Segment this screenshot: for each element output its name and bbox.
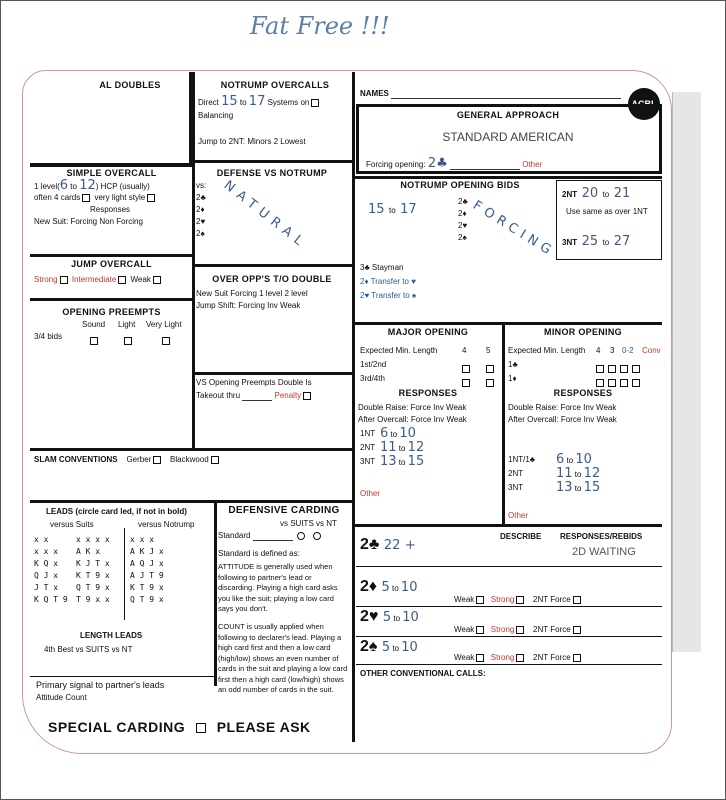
other-conv-heading: OTHER CONVENTIONAL CALLS:: [360, 669, 486, 678]
major-3nt-range: 13 to 15: [380, 454, 425, 469]
leads-heading: LEADS (circle card led, if not in bold): [46, 507, 187, 516]
minor-other: Other: [508, 511, 529, 520]
over-opp-line2: Jump Shift: Forcing Inv Weak: [196, 301, 301, 310]
over-opp-line1: New Suit Forcing 1 level 2 level: [196, 289, 308, 298]
minor-col: Conv: [642, 346, 661, 355]
nt-overcalls-direct: Direct 15 to 17 Systems on: [198, 96, 321, 108]
two-diamond-row: 2♦ 5 to 10: [360, 578, 418, 595]
forcing-opening: Forcing opening: 2♣ Other: [366, 156, 543, 171]
minor-response: 3NT: [508, 483, 524, 492]
nt-opening-handwritten: FORCING: [470, 198, 558, 261]
two-club-responses: 2D WAITING: [572, 546, 636, 558]
major-response: 3NT: [360, 457, 376, 466]
nt-transfer-hearts: 2♦ Transfer to ♥: [360, 277, 416, 286]
preempts-col: Very Light: [146, 320, 182, 329]
two-club-row: 2♣ 22 +: [360, 536, 416, 553]
preempts-heading: OPENING PREEMPTS: [62, 307, 161, 317]
row-divider: [356, 606, 662, 607]
nt-3nt-range: 3NT 25 to 27: [562, 234, 631, 249]
two-heart-opts: Weak Strong 2NT Force: [454, 624, 583, 635]
simple-overcall-style: often 4 cards very light style: [34, 192, 157, 203]
leads-column-nt: x x x A K J x A Q J x A J T 9 K T 9 x Q T 9 x: [130, 535, 164, 604]
defense-nt-row: 2♠: [196, 229, 205, 238]
two-spade-opts: Weak Strong 2NT Force: [454, 652, 583, 663]
column-divider: [214, 500, 217, 686]
nt-systems-checkbox[interactable]: [311, 99, 319, 107]
primary-signal-row: Attitude Count: [36, 693, 87, 702]
section-divider: [30, 500, 352, 503]
special-carding: SPECIAL CARDING PLEASE ASK: [48, 719, 311, 735]
preempts-row: 3/4 bids: [34, 332, 63, 341]
primary-signal: Primary signal to partner's leads: [36, 680, 165, 690]
slam-row: SLAM CONVENTIONS Gerber Blackwood: [34, 454, 221, 465]
nt-2nt-note: Use same as over 1NT: [566, 207, 648, 216]
minor-row-diamonds: 1♦: [508, 374, 517, 383]
defense-nt-row: 2♣: [196, 193, 206, 202]
simple-overcall-responses: Responses: [90, 205, 131, 214]
defense-nt-row: 2♥: [196, 217, 206, 226]
section-divider: [30, 298, 192, 301]
major-row3: 3rd/4th: [360, 374, 385, 383]
minor-response: After Overcall: Force Inv Weak: [508, 415, 617, 424]
column-divider: [502, 322, 505, 524]
defense-nt-handwritten: NATURAL: [220, 178, 311, 253]
page-shadow: [672, 92, 701, 652]
preempts-sound-checkbox[interactable]: [88, 332, 100, 350]
minor-responses-heading: RESPONSES: [553, 388, 613, 398]
section-divider: [352, 524, 662, 527]
major-2nt-range: 11 to 12: [380, 440, 425, 455]
nt-opening-range: 15 to 17: [368, 202, 417, 217]
minor-1nt-range: 6 to 10: [556, 452, 592, 467]
section-divider: [192, 372, 352, 375]
section-divider: [30, 254, 192, 257]
major-response: After Overcall: Force Inv Weak: [358, 415, 467, 424]
major-response: 2NT: [360, 443, 376, 452]
major-other: Other: [360, 489, 381, 498]
major-col4: 4: [462, 346, 467, 355]
def-carding-sub: vs SUITS vs NT: [280, 519, 337, 528]
simple-overcall-heading: SIMPLE OVERCALL: [66, 168, 157, 178]
jump-overcall-options: Strong Intermediate Weak: [34, 274, 163, 285]
def-carding-standard: Standard: [218, 530, 323, 541]
vs-preempts-line2: Takeout thru Penalty: [196, 390, 313, 401]
row-divider: [356, 636, 662, 637]
leads-divider: [124, 528, 125, 620]
major-1nt-range: 6 to 10: [380, 426, 416, 441]
jump-overcall-heading: JUMP OVERCALL: [71, 259, 152, 269]
two-diamond-opts: Weak Strong 2NT Force: [454, 594, 583, 605]
column-divider: [352, 72, 355, 742]
row-divider: [356, 566, 662, 567]
section-divider: [30, 676, 214, 677]
nt-opening-row: 2♥: [458, 221, 468, 230]
section-divider: [192, 264, 352, 267]
major-col5: 5: [486, 346, 491, 355]
minor-response: Double Raise: Force Inv Weak: [508, 403, 617, 412]
general-approach-heading: GENERAL APPROACH: [456, 110, 560, 120]
notrump-overcalls-heading: NOTRUMP OVERCALLS: [220, 80, 330, 90]
major-row2: 1st/2nd: [360, 360, 387, 369]
minor-row-clubs: 1♣: [508, 360, 518, 369]
def-carding-heading: DEFENSIVE CARDING: [228, 505, 340, 516]
page-title: Fat Free !!!: [250, 12, 390, 40]
leads-vs-nt: versus Notrump: [138, 520, 195, 529]
nt-opening-row: 2♦: [458, 209, 467, 218]
vs-preempts-line1: VS Opening Preempts Double Is: [196, 378, 312, 387]
minor-2nt-range: 11 to 12: [556, 466, 601, 481]
leads-vs-suits: versus Suits: [50, 520, 94, 529]
nt-transfer-spades: 2♥ Transfer to ♠: [360, 291, 417, 300]
nt-stayman: 3♣ Stayman: [360, 263, 404, 272]
section-divider: [352, 176, 662, 179]
minor-col: 0-2: [622, 346, 634, 355]
simple-overcall-newsuit: New Suit: Forcing Non Forcing: [34, 217, 143, 226]
major-response: Double Raise: Force Inv Weak: [358, 403, 467, 412]
minor-response: 2NT: [508, 469, 524, 478]
nt-overcalls-balancing: Balancing: [198, 111, 234, 120]
defense-nt-row: 2♦: [196, 205, 205, 214]
minor-heading: MINOR OPENING: [544, 327, 622, 337]
doubles-heading: AL DOUBLES: [99, 80, 161, 90]
nt-opening-heading: NOTRUMP OPENING BIDS: [400, 180, 520, 190]
preempts-col: Sound: [82, 320, 106, 329]
section-divider: [30, 448, 352, 451]
major-responses-heading: RESPONSES: [398, 388, 458, 398]
row-divider: [356, 664, 662, 665]
section-divider: [30, 164, 192, 167]
section-divider: [352, 322, 662, 325]
defense-nt-row-vs: vs:: [196, 181, 207, 190]
names-label: NAMES: [360, 88, 621, 99]
major-response: 1NT: [360, 429, 376, 438]
major-row1: Expected Min. Length: [360, 346, 438, 355]
minor-response: 1NT/1♣: [508, 455, 536, 464]
acbl-logo: ACBL: [628, 88, 660, 120]
preempts-col: Light: [118, 320, 136, 329]
length-leads-row: 4th Best vs SUITS vs NT: [44, 645, 133, 654]
defense-nt-heading: DEFENSE VS NOTRUMP: [216, 168, 328, 178]
describe-heading: DESCRIBE: [500, 532, 542, 541]
preempts-verylight-checkbox[interactable]: [160, 332, 172, 350]
minor-3nt-range: 13 to 15: [556, 480, 601, 495]
nt-2nt-range: 2NT 20 to 21: [562, 186, 631, 201]
simple-overcall-range: 1 level(6 to 12) HCP (usually): [34, 178, 150, 193]
section-divider: [192, 160, 352, 163]
def-carding-count: COUNT is usually applied when following to declarer's lead. Playing a high card first and then a low card (high/low) shows an even number of cards in the suit and playing a low card first then a high card (low/high) shows an odd number of cards in the suit.: [218, 622, 348, 694]
column-divider: [192, 72, 195, 450]
minor-col: 4: [596, 346, 601, 355]
major-heading: MAJOR OPENING: [387, 327, 469, 337]
two-spade-row: 2♠ 5 to 10: [360, 638, 418, 655]
nt-opening-row: 2♠: [458, 233, 467, 242]
leads-column-mid: x x x x A K x K J T x K T 9 x Q T 9 x T 9 x x: [76, 535, 110, 604]
nt-overcalls-jump: Jump to 2NT: Minors 2 Lowest: [198, 137, 306, 146]
minor-row1: Expected Min. Length: [508, 346, 586, 355]
general-approach-value: STANDARD AMERICAN: [442, 130, 574, 144]
nt-opening-row: 2♣: [458, 197, 468, 206]
two-heart-row: 2♥ 5 to 10: [360, 608, 419, 625]
over-opp-heading: OVER OPP'S T/O DOUBLE: [212, 274, 332, 284]
def-carding-attitude: ATTITUDE is generally used when following to partner's lead or discarding. Playing a high card asks you like the suit; playing a low card says you don't.: [218, 562, 338, 613]
def-carding-p1: Standard is defined as:: [218, 549, 300, 558]
leads-column-suits: x x x x x K Q x Q J x J T x K Q T 9: [34, 535, 68, 604]
preempts-light-checkbox[interactable]: [122, 332, 134, 350]
responses-rebids-heading: RESPONSES/REBIDS: [560, 532, 643, 541]
length-leads-heading: LENGTH LEADS: [80, 631, 143, 640]
minor-col: 3: [610, 346, 615, 355]
